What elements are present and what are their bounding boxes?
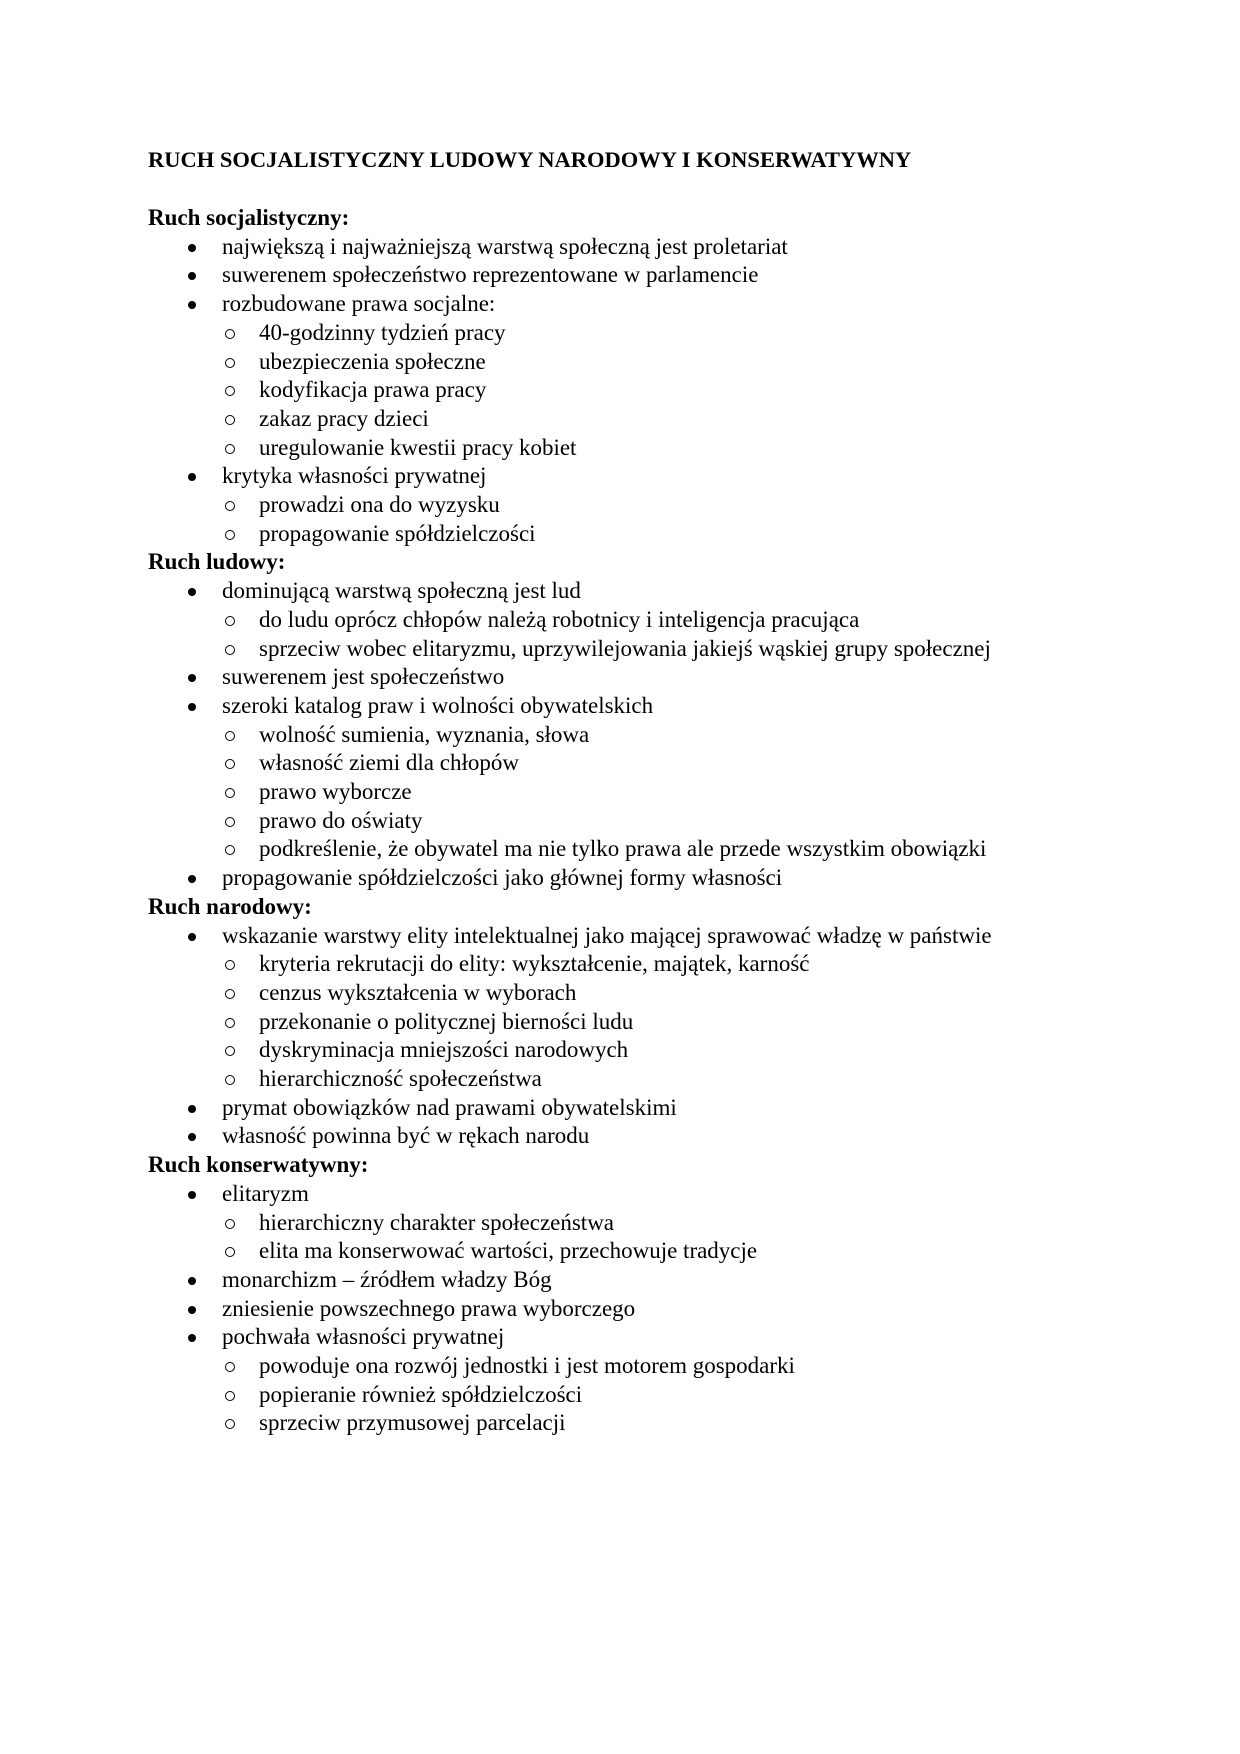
sub-list-item bbox=[148, 348, 1208, 377]
section bbox=[148, 1151, 1208, 1438]
hollow-bullet-icon bbox=[225, 645, 235, 655]
list-item bbox=[148, 1122, 1208, 1151]
hollow-bullet-icon bbox=[225, 759, 235, 769]
sub-list-item-text: hierarchiczność społeczeństwa bbox=[259, 1066, 542, 1092]
list-item bbox=[148, 663, 1208, 692]
sub-list-item-text: 40-godzinny tydzień pracy bbox=[259, 319, 506, 345]
bullet-list bbox=[148, 577, 1208, 893]
sub-list-item-text: wolność sumienia, wyznania, słowa bbox=[259, 721, 590, 747]
sub-list-item-text: propagowanie spółdzielczości bbox=[259, 520, 536, 546]
sub-list-item bbox=[148, 1409, 1208, 1438]
list-item bbox=[148, 462, 1208, 491]
sub-list-item-text: dyskryminacja mniejszości narodowych bbox=[259, 1037, 629, 1063]
list-item-text: suwerenem społeczeństwo reprezentowane w parlamencie bbox=[222, 262, 759, 288]
hollow-bullet-icon bbox=[225, 817, 235, 827]
section bbox=[148, 893, 1208, 1151]
sub-list-item-text: kodyfikacja prawa pracy bbox=[259, 377, 487, 403]
sub-list-item bbox=[148, 520, 1208, 549]
filled-bullet-icon bbox=[188, 473, 196, 481]
sub-list-item-text: prowadzi ona do wyzysku bbox=[259, 492, 500, 518]
hollow-bullet-icon bbox=[225, 1391, 235, 1401]
list-item bbox=[148, 1094, 1208, 1123]
filled-bullet-icon bbox=[188, 1191, 196, 1199]
sub-list-item bbox=[148, 1237, 1208, 1266]
hollow-bullet-icon bbox=[225, 731, 235, 741]
list-item-text: szeroki katalog praw i wolności obywatelskich bbox=[222, 692, 654, 718]
document-content bbox=[148, 204, 1208, 1438]
hollow-bullet-icon bbox=[225, 444, 235, 454]
sub-list-item bbox=[148, 1036, 1208, 1065]
filled-bullet-icon bbox=[188, 588, 196, 596]
hollow-bullet-icon bbox=[225, 1362, 235, 1372]
sub-list-item bbox=[148, 1008, 1208, 1037]
hollow-bullet-icon bbox=[225, 1075, 235, 1085]
sub-list-item-text: zakaz pracy dzieci bbox=[259, 405, 429, 431]
sub-list-item-text: prawo wyborcze bbox=[259, 779, 412, 805]
sub-list-item-text: kryteria rekrutacji do elity: wykształcenie, majątek, karność bbox=[259, 951, 810, 977]
document-title: RUCH SOCJALISTYCZNY LUDOWY NARODOWY I KONSERWATYWNY bbox=[148, 147, 912, 172]
filled-bullet-icon bbox=[188, 244, 196, 252]
sub-list-item bbox=[148, 721, 1208, 750]
hollow-bullet-icon bbox=[225, 501, 235, 511]
sub-list-item-text: ubezpieczenia społeczne bbox=[259, 348, 486, 374]
list-item bbox=[148, 1266, 1208, 1295]
hollow-bullet-icon bbox=[225, 1219, 235, 1229]
list-item-text: monarchizm – źródłem władzy Bóg bbox=[222, 1266, 552, 1292]
sub-list-item-text: do ludu oprócz chłopów należą robotnicy i inteligencja pracująca bbox=[259, 606, 860, 632]
hollow-bullet-icon bbox=[225, 415, 235, 425]
sub-list-item bbox=[148, 635, 1208, 664]
sub-list-item-text: przekonanie o politycznej bierności ludu bbox=[259, 1008, 634, 1034]
sub-list-item bbox=[148, 434, 1208, 463]
hollow-bullet-icon bbox=[225, 989, 235, 999]
filled-bullet-icon bbox=[188, 1306, 196, 1314]
filled-bullet-icon bbox=[188, 875, 196, 883]
section bbox=[148, 204, 1208, 548]
filled-bullet-icon bbox=[188, 933, 196, 941]
sub-list-item-text: własność ziemi dla chłopów bbox=[259, 750, 519, 776]
sub-list-item-text: hierarchiczny charakter społeczeństwa bbox=[259, 1209, 615, 1235]
sub-list-item bbox=[148, 1381, 1208, 1410]
sub-list-item bbox=[148, 606, 1208, 635]
list-item bbox=[148, 233, 1208, 262]
hollow-bullet-icon bbox=[225, 1419, 235, 1429]
list-item-text: krytyka własności prywatnej bbox=[222, 463, 487, 489]
hollow-bullet-icon bbox=[225, 329, 235, 339]
filled-bullet-icon bbox=[188, 1133, 196, 1141]
sub-list-item bbox=[148, 491, 1208, 520]
list-item-text: pochwała własności prywatnej bbox=[222, 1324, 505, 1350]
bullet-list bbox=[148, 922, 1208, 1152]
list-item-text: własność powinna być w rękach narodu bbox=[222, 1123, 590, 1149]
sub-list-item-text: powoduje ona rozwój jednostki i jest motorem gospodarki bbox=[259, 1353, 795, 1379]
sub-list-item bbox=[148, 807, 1208, 836]
list-item bbox=[148, 1323, 1208, 1352]
sub-list-item bbox=[148, 1209, 1208, 1238]
sub-list-item-text: sprzeciw przymusowej parcelacji bbox=[259, 1410, 566, 1436]
hollow-bullet-icon bbox=[225, 1046, 235, 1056]
sub-list-item bbox=[148, 950, 1208, 979]
list-item-text: rozbudowane prawa socjalne: bbox=[222, 291, 496, 317]
sub-list-item-text: uregulowanie kwestii pracy kobiet bbox=[259, 434, 577, 460]
sub-list-item bbox=[148, 835, 1208, 864]
section bbox=[148, 548, 1208, 892]
list-item-text: zniesienie powszechnego prawa wyborczego bbox=[222, 1295, 636, 1321]
sub-list-item bbox=[148, 405, 1208, 434]
hollow-bullet-icon bbox=[225, 386, 235, 396]
sub-list-item-text: sprzeciw wobec elitaryzmu, uprzywilejowania jakiejś wąskiej grupy społecznej bbox=[259, 635, 991, 661]
sub-list-item-text: elita ma konserwować wartości, przechowuje tradycje bbox=[259, 1238, 758, 1264]
list-item bbox=[148, 577, 1208, 606]
sub-list-item bbox=[148, 1352, 1208, 1381]
sub-list-item bbox=[148, 979, 1208, 1008]
filled-bullet-icon bbox=[188, 301, 196, 309]
sub-list-item bbox=[148, 778, 1208, 807]
filled-bullet-icon bbox=[188, 703, 196, 711]
list-item-text: suwerenem jest społeczeństwo bbox=[222, 664, 505, 690]
filled-bullet-icon bbox=[188, 1277, 196, 1285]
section-heading: Ruch narodowy: bbox=[148, 893, 312, 919]
hollow-bullet-icon bbox=[225, 530, 235, 540]
section-heading: Ruch konserwatywny: bbox=[148, 1152, 369, 1178]
hollow-bullet-icon bbox=[225, 1018, 235, 1028]
list-item-text: dominującą warstwą społeczną jest lud bbox=[222, 578, 581, 604]
section-heading: Ruch ludowy: bbox=[148, 549, 286, 575]
list-item bbox=[148, 922, 1208, 951]
sub-list-item-text: cenzus wykształcenia w wyborach bbox=[259, 979, 577, 1005]
hollow-bullet-icon bbox=[225, 960, 235, 970]
sub-list-item-text: podkreślenie, że obywatel ma nie tylko prawa ale przede wszystkim obowiązki bbox=[259, 836, 987, 862]
hollow-bullet-icon bbox=[225, 845, 235, 855]
sub-list-item bbox=[148, 319, 1208, 348]
list-item bbox=[148, 1295, 1208, 1324]
filled-bullet-icon bbox=[188, 1105, 196, 1113]
list-item-text: elitaryzm bbox=[222, 1180, 309, 1206]
sub-list-item bbox=[148, 749, 1208, 778]
list-item-text: największą i najważniejszą warstwą społeczną jest proletariat bbox=[222, 233, 788, 259]
hollow-bullet-icon bbox=[225, 788, 235, 798]
hollow-bullet-icon bbox=[225, 1247, 235, 1257]
sub-list-item bbox=[148, 376, 1208, 405]
sub-list-item bbox=[148, 1065, 1208, 1094]
list-item bbox=[148, 864, 1208, 893]
sub-list-item-text: prawo do oświaty bbox=[259, 807, 423, 833]
filled-bullet-icon bbox=[188, 674, 196, 682]
list-item-text: prymat obowiązków nad prawami obywatelskimi bbox=[222, 1094, 677, 1120]
list-item bbox=[148, 261, 1208, 290]
bullet-list bbox=[148, 1180, 1208, 1438]
sub-list-item-text: popieranie również spółdzielczości bbox=[259, 1381, 583, 1407]
filled-bullet-icon bbox=[188, 1334, 196, 1342]
hollow-bullet-icon bbox=[225, 358, 235, 368]
list-item bbox=[148, 1180, 1208, 1209]
list-item bbox=[148, 290, 1208, 319]
hollow-bullet-icon bbox=[225, 616, 235, 626]
list-item bbox=[148, 692, 1208, 721]
filled-bullet-icon bbox=[188, 272, 196, 280]
list-item-text: propagowanie spółdzielczości jako głównej formy własności bbox=[222, 865, 783, 891]
section-heading: Ruch socjalistyczny: bbox=[148, 205, 350, 230]
bullet-list bbox=[148, 233, 1208, 549]
list-item-text: wskazanie warstwy elity intelektualnej jako mającej sprawować władzę w państwie bbox=[222, 922, 992, 948]
